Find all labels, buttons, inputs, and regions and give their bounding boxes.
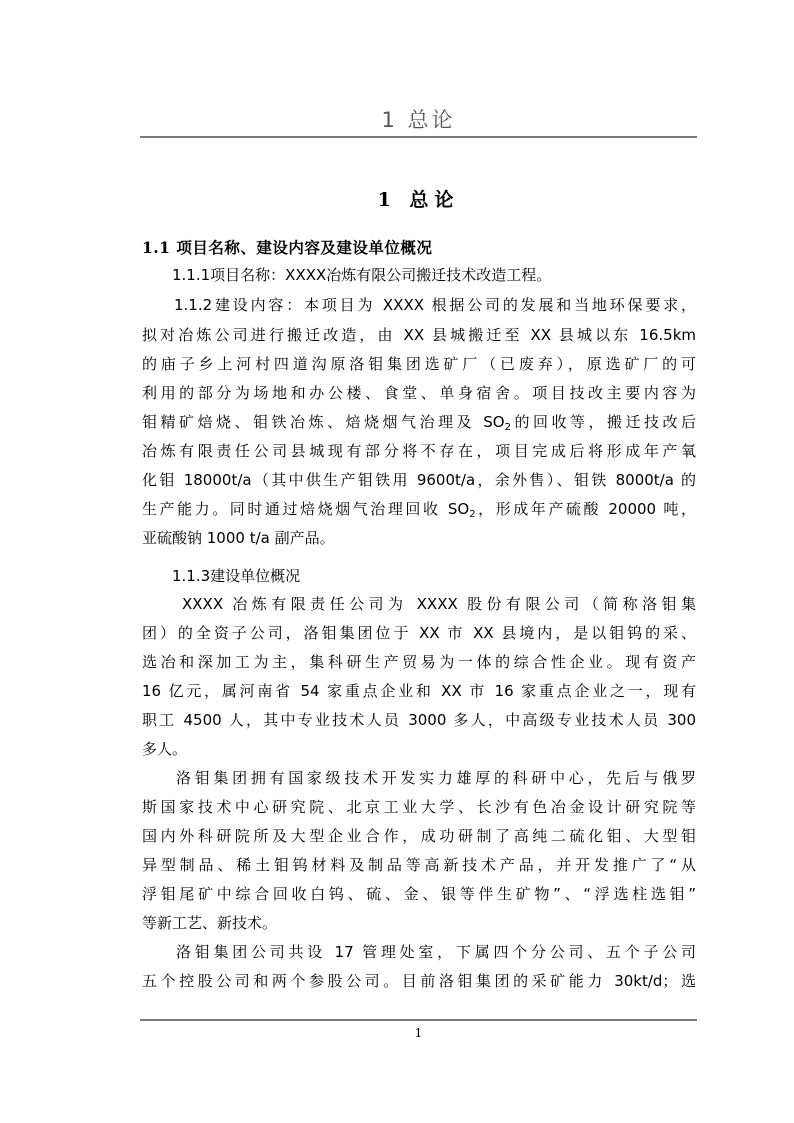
paragraph-line: 拟对冶炼公司进行搬迁改造，由 XX 县城搬迁至 XX 县城以东 16.5km (142, 326, 696, 344)
paragraph-line: 亚硫酸钠 1000 t/a 副产品。 (142, 529, 335, 547)
chapter-title: 1 总论 (377, 189, 460, 211)
paragraph-line: 浮钼尾矿中综合回收白钨、硫、金、银等伴生矿物”、“浮选柱选钼” (142, 885, 696, 903)
paragraph-line: 异型制品、稀土钼钨材料及制品等高新技术产品，并开发推广了“从 (142, 856, 696, 874)
text-run: 生产能力。同时通过焙烧烟气治理回收 SO (142, 500, 470, 518)
paragraph-line: XXXX 冶炼有限责任公司为 XXXX 股份有限公司（简称洛钼集 (182, 595, 696, 613)
paragraph-line: 国内外科研院所及大型企业合作，成功研制了高纯二硫化钼、大型钼 (142, 827, 696, 845)
paragraph-line: 冶炼有限责任公司县城现有部分将不存在，项目完成后将形成年产氧 (142, 442, 696, 460)
text-run: 的回收等，搬迁技改后 (510, 413, 696, 431)
paragraph-line: 16 亿元，属河南省 54 家重点企业和 XX 市 16 家重点企业之一，现有 (142, 682, 696, 700)
paragraph-line: 1.1.2建设内容：本项目为 XXXX 根据公司的发展和当地环保要求， (174, 296, 696, 314)
section-heading: 1.1 项目名称、建设内容及建设单位概况 (142, 238, 433, 257)
paragraph-line (142, 411, 696, 433)
text-run: 钼精矿焙烧、钼铁冶炼、焙烧烟气治理及 SO (142, 413, 505, 431)
page-number: 1 (414, 1026, 423, 1040)
header-rule (140, 136, 697, 138)
paragraph-line: 多人。 (142, 740, 188, 758)
paragraph-line: 团）的全资子公司，洛钼集团位于 XX 市 XX 县境内，是以钼钨的采、 (142, 624, 696, 642)
paragraph-line: 选冶和深加工为主，集科研生产贸易为一体的综合性企业。现有资产 (142, 653, 696, 671)
subscript: 2 (504, 422, 511, 433)
paragraph-line: 斯国家技术中心研究院、北京工业大学、长沙有色冶金设计研究院等 (142, 798, 696, 816)
subsection-title: 1.1.3建设单位概况 (172, 567, 301, 585)
paragraph-line: 利用的部分为场地和办公楼、食堂、单身宿舍。项目技改主要内容为 (142, 384, 696, 402)
paragraph-line: 洛钼集团拥有国家级技术开发实力雄厚的科研中心，先后与俄罗 (176, 769, 696, 787)
text-run: ，形成年产硫酸 20000 吨， (475, 500, 696, 518)
paragraph-line: 五个控股公司和两个参股公司。目前洛钼集团的采矿能力 30kt/d；选 (142, 972, 696, 990)
item-project-name: 1.1.1项目名称：XXXX冶炼有限公司搬迁技术改造工程。 (172, 266, 552, 284)
paragraph-line: 化钼 18000t/a（其中供生产钼铁用 9600t/a，余外售）、钼铁 8000t/a 的 (142, 471, 696, 489)
subscript: 2 (469, 509, 476, 520)
paragraph-line: 等新工艺、新技术。 (142, 914, 278, 932)
paragraph-line: 职工 4500 人，其中专业技术人员 3000 多人，中高级专业技术人员 300 (142, 711, 696, 729)
paragraph-line: 的庙子乡上河村四道沟原洛钼集团选矿厂（已废弃），原选矿厂的可 (142, 355, 696, 373)
paragraph-line (142, 498, 696, 520)
running-header: 1 总论 (381, 108, 456, 132)
paragraph-line: 洛钼集团公司共设 17 管理处室，下属四个分公司、五个子公司 (176, 943, 696, 961)
footer-rule (140, 1019, 697, 1021)
